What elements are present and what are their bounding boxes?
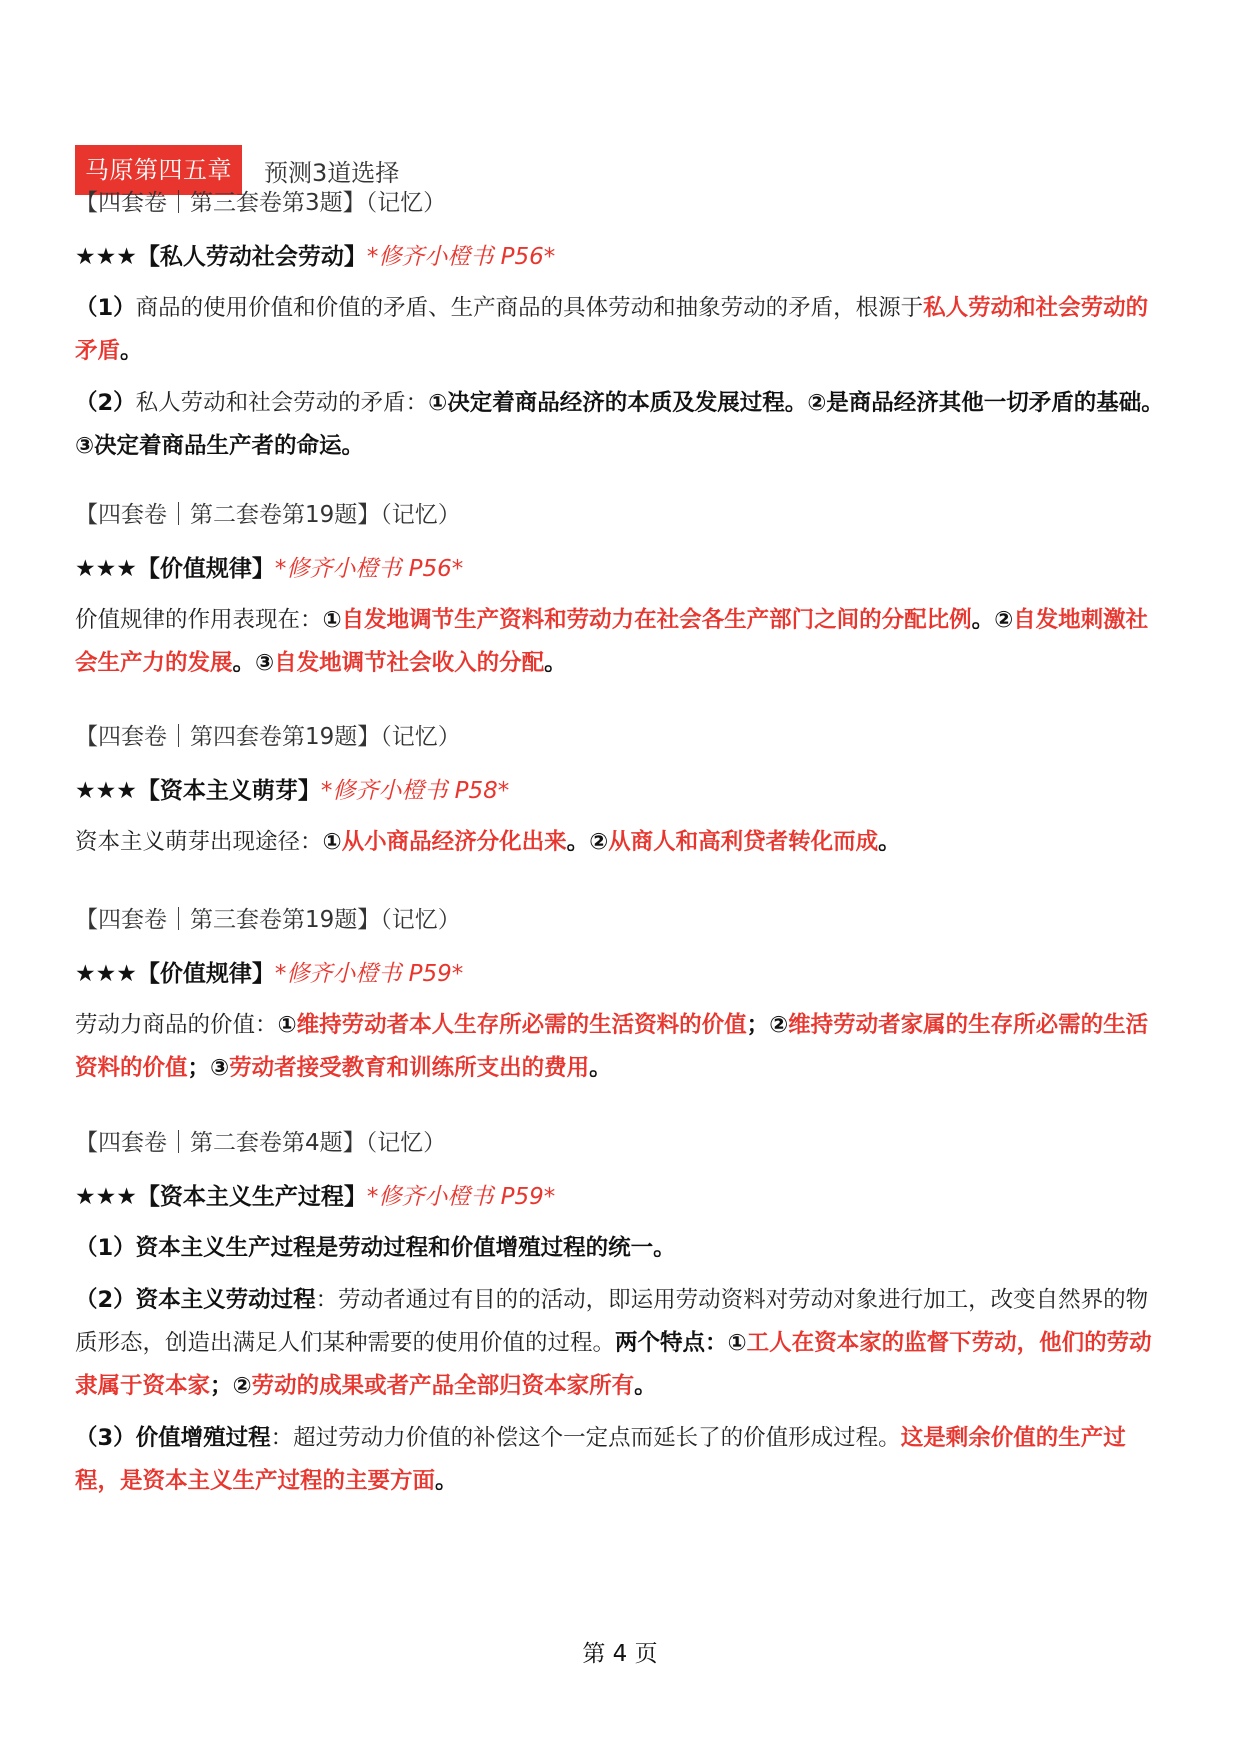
title-stars: ★★★【价值规律】 [75,556,275,582]
section-title [75,554,1167,584]
punct: ；② [210,1373,252,1399]
para-number: （3） [75,1425,136,1451]
punct: 。 [634,1373,657,1399]
para-text: ：劳动者通过有目的的活动，即运用劳动资料对劳动对象进行加工，改变自然界的物质形态，创造出满足人们某种需要的使用价值的过程。 [75,1287,1149,1356]
highlight-text: 维持劳动者家属的生存所必需的生活资料的价值 [75,1012,1149,1081]
punct: 。 [878,829,901,855]
section-3 [75,722,1167,864]
punct: ① [322,607,342,633]
bold-text: 资本主义生产过程是劳动过程和价值增殖过程的统一。 [135,1235,676,1261]
punct: 。② [566,829,609,855]
punct: ；② [746,1012,789,1038]
punct: ① [322,829,342,855]
paragraph [75,1227,1167,1270]
title-stars: ★★★【资本主义萌芽】 [75,778,321,804]
title-reference: *修齐小橙书 P58* [320,778,510,804]
punct: ；③ [187,1055,230,1081]
punct: ① [277,1012,297,1038]
section-5 [75,1128,1167,1503]
para-text: ：超过劳动力价值的补偿这个一定点而延长了的价值形成过程。 [270,1425,901,1451]
paragraph [75,382,1167,468]
para-text: 价值规律的作用表现在： [75,607,323,633]
highlight-text: 自发地调节生产资料和劳动力在社会各生产部门之间的分配比例 [341,607,972,633]
bold-text: 资本主义劳动过程 [135,1287,316,1313]
paragraph [75,1279,1167,1408]
highlight-text: 自发地刺激社会生产力的发展 [75,607,1149,676]
para-text: 劳动力商品的价值： [75,1012,278,1038]
section-title [75,776,1167,806]
section-source: 【四套卷｜第三套卷第3题】（记忆） [75,190,447,216]
highlight-text: 私人劳动和社会劳动的矛盾 [75,295,1149,364]
section-source: 【四套卷｜第三套卷第19题】（记忆） [75,907,461,933]
paragraph [75,1417,1167,1503]
punct: 。② [971,607,1014,633]
punct: 。③ [232,650,275,676]
section-2 [75,500,1167,685]
title-stars: ★★★【价值规律】 [75,961,275,987]
paragraph [75,599,1167,685]
para-number: （1） [75,295,136,321]
highlight-text: 从商人和高利贷者转化而成 [608,829,879,855]
paragraph [75,821,1167,864]
section-source: 【四套卷｜第二套卷第4题】（记忆） [75,1130,447,1156]
highlight-text: 这是剩余价值的生产过程，是资本主义生产过程的主要方面 [75,1425,1126,1494]
section-title [75,242,1167,272]
bold-text: 两个特点：① [615,1330,747,1356]
para-text: 商品的使用价值和价值的矛盾、生产商品的具体劳动和抽象劳动的矛盾，根源于 [135,295,924,321]
section-4 [75,905,1167,1090]
punct: 。 [544,650,567,676]
punct: 。 [435,1468,458,1494]
section-title [75,1182,1167,1212]
punct: 。 [589,1055,612,1081]
para-number: （2） [75,1287,136,1313]
highlight-text: 从小商品经济分化出来 [341,829,567,855]
section-source: 【四套卷｜第二套卷第19题】（记忆） [75,502,461,528]
section-1 [75,188,1167,468]
para-number: （1） [75,1235,136,1261]
title-stars: ★★★【资本主义生产过程】 [75,1184,367,1210]
bold-text: 价值增殖过程 [135,1425,271,1451]
chapter-tag: 马原第四五章 [75,145,242,195]
paragraph [75,287,1167,373]
highlight-text: 劳动的成果或者产品全部归资本家所有 [251,1373,635,1399]
highlight-text: 维持劳动者本人生存所必需的生活资料的价值 [296,1012,747,1038]
section-source: 【四套卷｜第四套卷第19题】（记忆） [75,724,461,750]
page-number: 第 4 页 [582,1641,658,1667]
punct: 。 [120,338,143,364]
title-reference: *修齐小橙书 P56* [274,556,464,582]
para-number: （2） [75,390,136,416]
title-reference: *修齐小橙书 P59* [274,961,464,987]
para-text: 资本主义萌芽出现途径： [75,829,323,855]
chapter-subtitle: 预测3道选择 [264,158,400,187]
paragraph [75,1004,1167,1090]
title-reference: *修齐小橙书 P56* [366,244,556,270]
title-stars: ★★★【私人劳动社会劳动】 [75,244,367,270]
bold-text: ①决定着商品经济的本质及发展过程。②是商品经济其他一切矛盾的基础。③决定着商品生产者的命运。 [75,390,1164,459]
highlight-text: 工人在资本家的监督下劳动，他们的劳动隶属于资本家 [75,1330,1152,1399]
highlight-text: 自发地调节社会收入的分配 [274,650,545,676]
para-text: 私人劳动和社会劳动的矛盾： [135,390,429,416]
title-reference: *修齐小橙书 P59* [366,1184,556,1210]
highlight-text: 劳动者接受教育和训练所支出的费用 [229,1055,590,1081]
section-title [75,959,1167,989]
